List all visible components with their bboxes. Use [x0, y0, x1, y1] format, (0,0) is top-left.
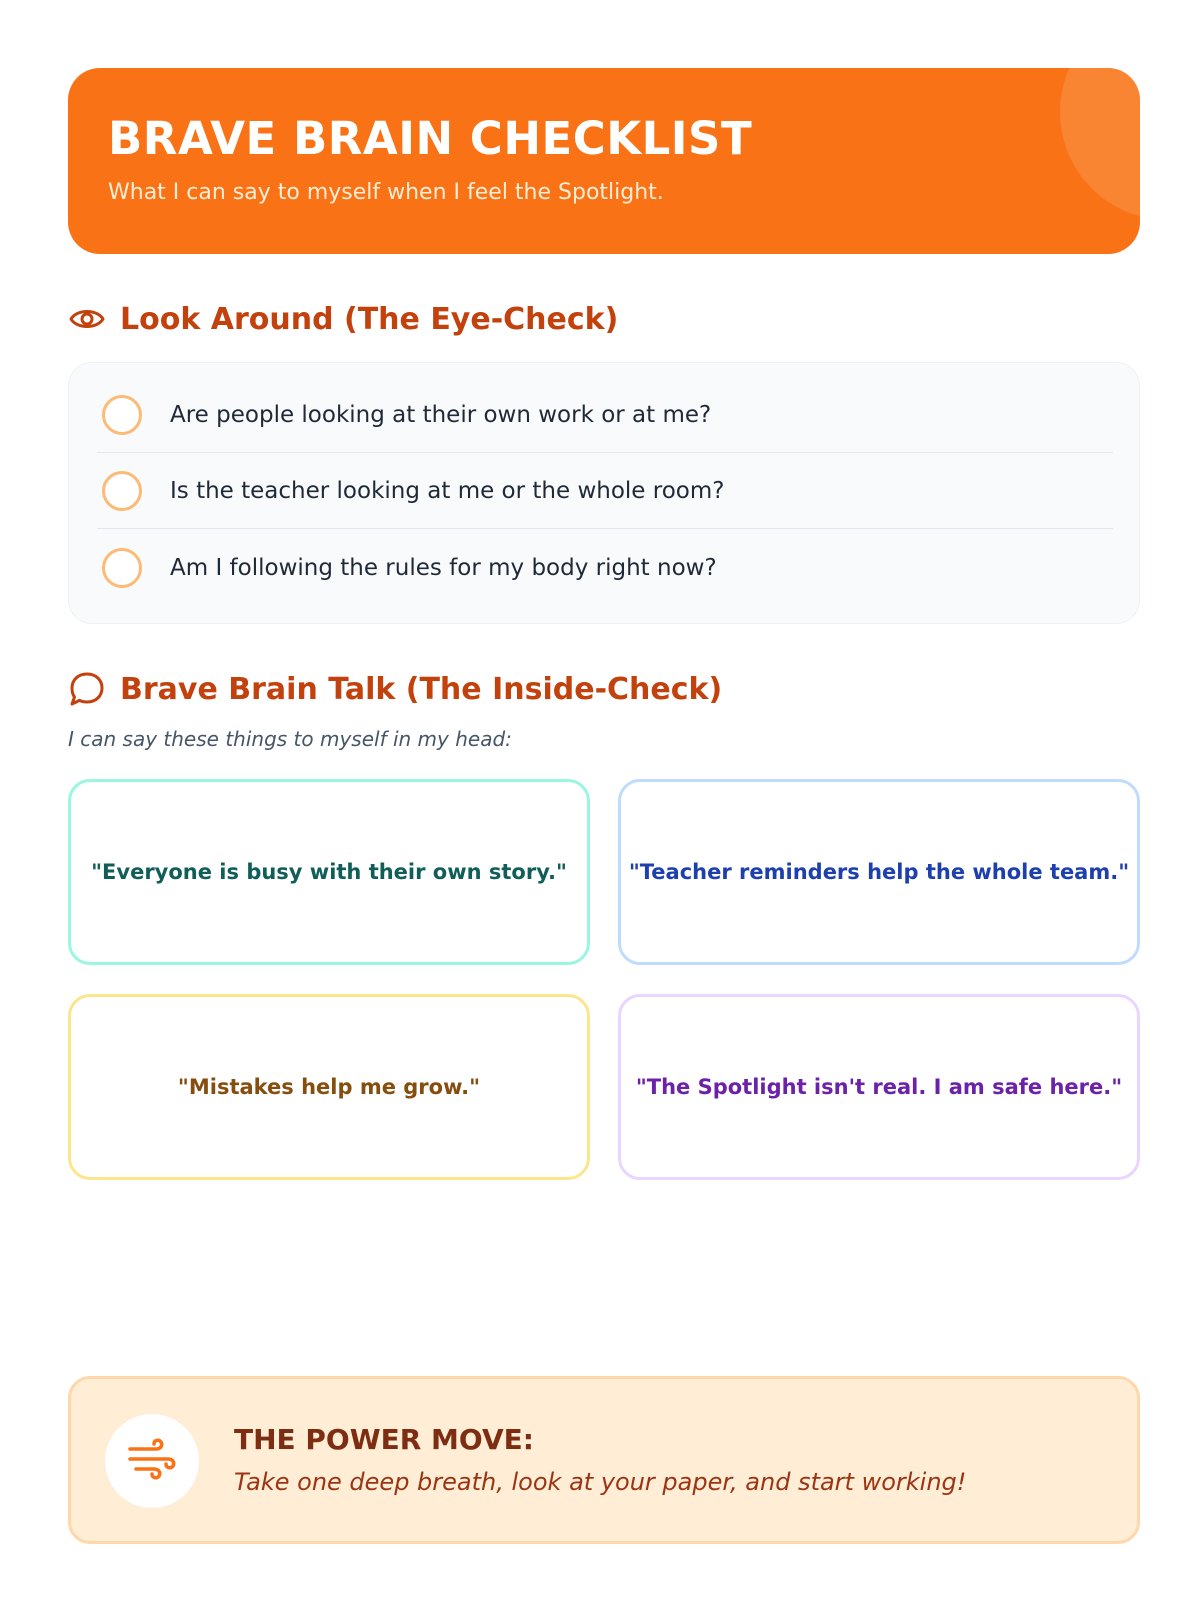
inside-check-title: Brave Brain Talk (The Inside-Check): [120, 671, 723, 707]
page-title: BRAVE BRAIN CHECKLIST: [108, 112, 753, 165]
checkbox-circle[interactable]: [102, 471, 142, 511]
list-item[interactable]: [97, 530, 1113, 605]
list-item[interactable]: [97, 378, 1113, 453]
eye-icon: [68, 300, 106, 338]
checklist-item-text: Are people looking at their own work or at me?: [170, 402, 712, 428]
checklist-item-text: Is the teacher looking at me or the whole room?: [170, 478, 725, 504]
power-move-text: Take one deep breath, look at your paper, and start working!: [234, 1468, 967, 1496]
decorative-circle: [1060, 68, 1140, 220]
phrase-card: [618, 994, 1140, 1180]
checkbox-circle[interactable]: [102, 395, 142, 435]
phrase-card: [618, 779, 1140, 965]
phrase-text: "Teacher reminders help the whole team.": [628, 860, 1130, 884]
power-move-icon-badge: [105, 1414, 199, 1508]
checkbox-circle[interactable]: [102, 548, 142, 588]
phrase-text: "The Spotlight isn't real. I am safe here.": [635, 1075, 1123, 1099]
phrase-card: [68, 779, 590, 965]
power-move-box: [68, 1376, 1140, 1544]
header-banner: [68, 68, 1140, 254]
phrase-card: [68, 994, 590, 1180]
eye-check-list: [68, 362, 1140, 624]
checklist-item-text: Am I following the rules for my body right now?: [170, 554, 717, 581]
eye-check-title: Look Around (The Eye-Check): [120, 301, 619, 337]
power-move-title: THE POWER MOVE:: [234, 1423, 534, 1456]
page-subtitle: What I can say to myself when I feel the Spotlight.: [108, 180, 664, 205]
list-item[interactable]: [97, 454, 1113, 529]
inside-check-note: I can say these things to myself in my head:: [68, 727, 512, 751]
speech-bubble-icon: [68, 670, 106, 708]
wind-icon: [126, 1437, 178, 1485]
eye-check-heading: [68, 300, 618, 338]
phrase-text: "Mistakes help me grow.": [177, 1075, 481, 1099]
phrase-text: "Everyone is busy with their own story.": [91, 860, 567, 884]
inside-check-heading: [68, 670, 722, 708]
